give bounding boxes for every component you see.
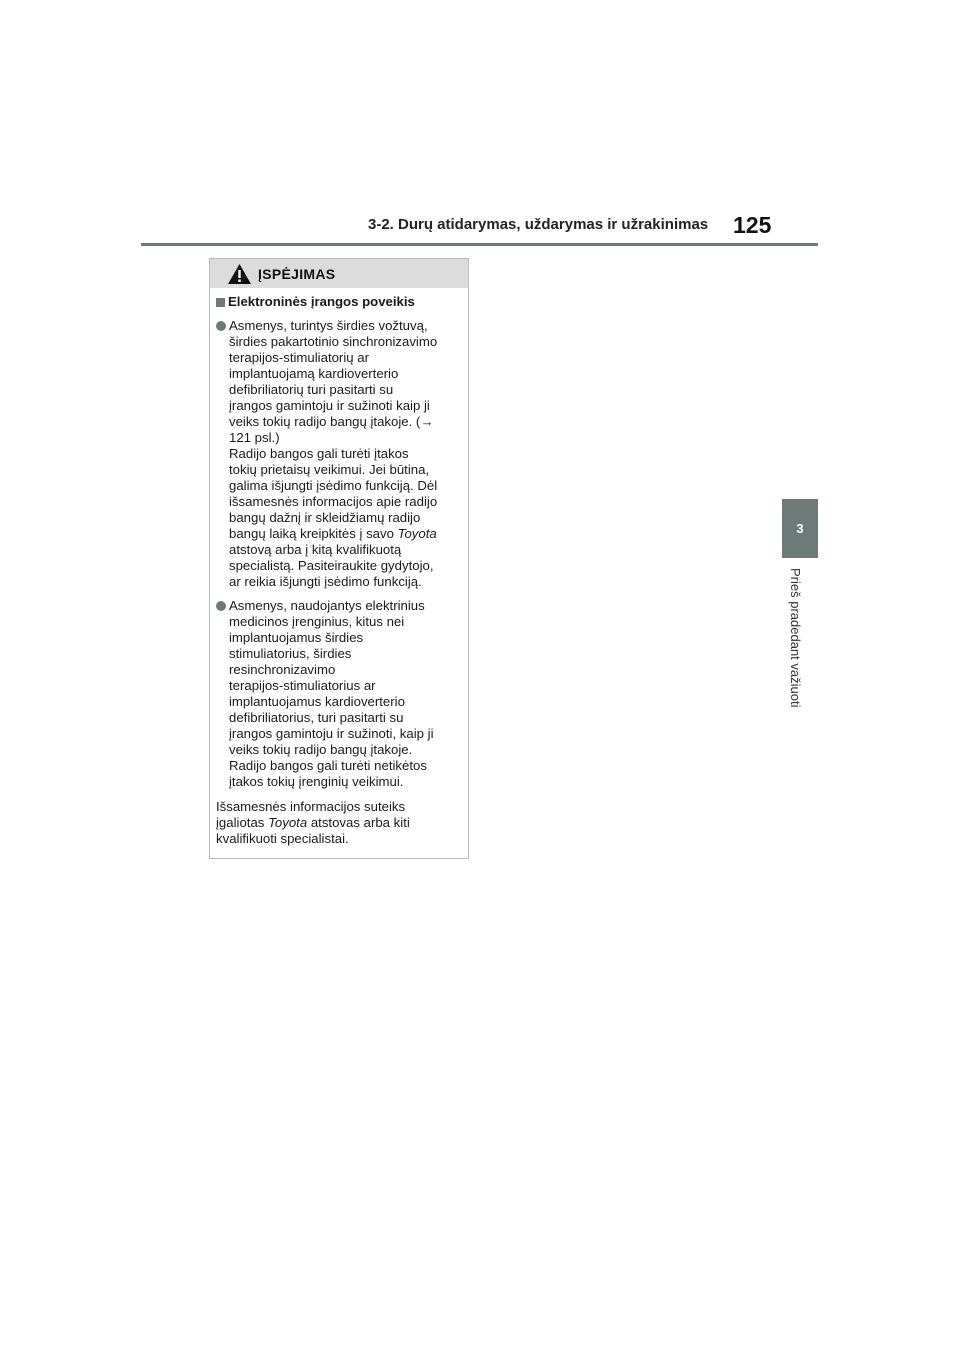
text-line: Išsamesnės informacijos suteiks bbox=[216, 799, 406, 814]
square-bullet-icon bbox=[216, 298, 225, 307]
list-item bbox=[216, 318, 462, 590]
text-line: bangų laiką kreipkitės į savo Toyota bbox=[229, 526, 437, 541]
text-line: išsamesnės informacijos apie radijo bbox=[229, 494, 438, 509]
text-line: veiks tokių radijo bangų įtakoje. bbox=[229, 742, 413, 757]
text-line: bangų dažnį ir skleidžiamų radijo bbox=[229, 510, 421, 525]
list-item bbox=[216, 598, 462, 790]
text-line: stimuliatorius, širdies bbox=[229, 646, 352, 661]
text-line: Radijo bangos gali turėti netikėtos bbox=[229, 758, 427, 773]
text-line: tokių prietaisų veikimui. Jei būtina, bbox=[229, 462, 430, 477]
text-line: galima išjungti įsėdimo funkciją. Dėl bbox=[229, 478, 438, 493]
text-line: implantuojamus kardioverterio bbox=[229, 694, 405, 709]
text-line: terapijos-stimuliatorius ar bbox=[229, 678, 376, 693]
bullet-icon bbox=[216, 321, 226, 331]
header-rule bbox=[141, 243, 818, 246]
section-heading-text: Elektroninės įrangos poveikis bbox=[228, 294, 415, 309]
text-line: defibriliatorius, turi pasitarti su bbox=[229, 710, 404, 725]
text-line: įtakos tokių įrenginių veikimui. bbox=[229, 774, 404, 789]
warning-triangle-icon bbox=[227, 263, 252, 285]
warning-header bbox=[210, 259, 468, 288]
text-line: medicinos įrenginius, kitus nei bbox=[229, 614, 405, 629]
section-heading bbox=[216, 294, 462, 310]
chapter-tab[interactable] bbox=[782, 499, 818, 558]
bullet-icon bbox=[216, 601, 226, 611]
section-title: 3-2. Durų atidarymas, uždarymas ir užrakinimas bbox=[368, 216, 709, 233]
text-line: širdies pakartotinio sinchronizavimo bbox=[229, 334, 438, 349]
page-reference-line: 121 psl.) bbox=[229, 430, 280, 445]
text-line: implantuojamą kardioverterio bbox=[229, 366, 399, 381]
text-line: implantuojamus širdies bbox=[229, 630, 364, 645]
warning-box bbox=[209, 258, 469, 859]
warning-body bbox=[210, 288, 468, 847]
text-line: įrangos gamintoju ir sužinoti kaip ji bbox=[229, 398, 430, 413]
text-line: Asmenys, naudojantys elektrinius bbox=[229, 598, 425, 613]
warning-title: ĮSPĖJIMAS bbox=[258, 265, 336, 282]
chapter-number: 3 bbox=[796, 521, 804, 536]
text-line: terapijos-stimuliatorių ar bbox=[229, 350, 369, 365]
chapter-label: Prieš pradedant važiuoti bbox=[788, 568, 803, 708]
page-number: 125 bbox=[733, 212, 772, 238]
text-line: kvalifikuoti specialistai. bbox=[216, 831, 349, 846]
text-line: atstovą arba į kitą kvalifikuotą bbox=[229, 542, 402, 557]
text-line: Radijo bangos gali turėti įtakos bbox=[229, 446, 409, 461]
text-line: resinchronizavimo bbox=[229, 662, 336, 677]
text-line: įgaliotas Toyota atstovas arba kiti bbox=[216, 815, 410, 830]
footer-note bbox=[216, 799, 462, 847]
text-line: ar reikia išjungti įsėdimo funkciją. bbox=[229, 574, 422, 589]
text-line: specialistą. Pasiteiraukite gydytojo, bbox=[229, 558, 434, 573]
text-line: Asmenys, turintys širdies vožtuvą, bbox=[229, 318, 428, 333]
text-line: įrangos gamintoju ir sužinoti, kaip ji bbox=[229, 726, 434, 741]
page-reference-line: veiks tokių radijo bangų įtakoje. (→ bbox=[229, 414, 434, 429]
text-line: defibriliatorių turi pasitarti su bbox=[229, 382, 394, 397]
